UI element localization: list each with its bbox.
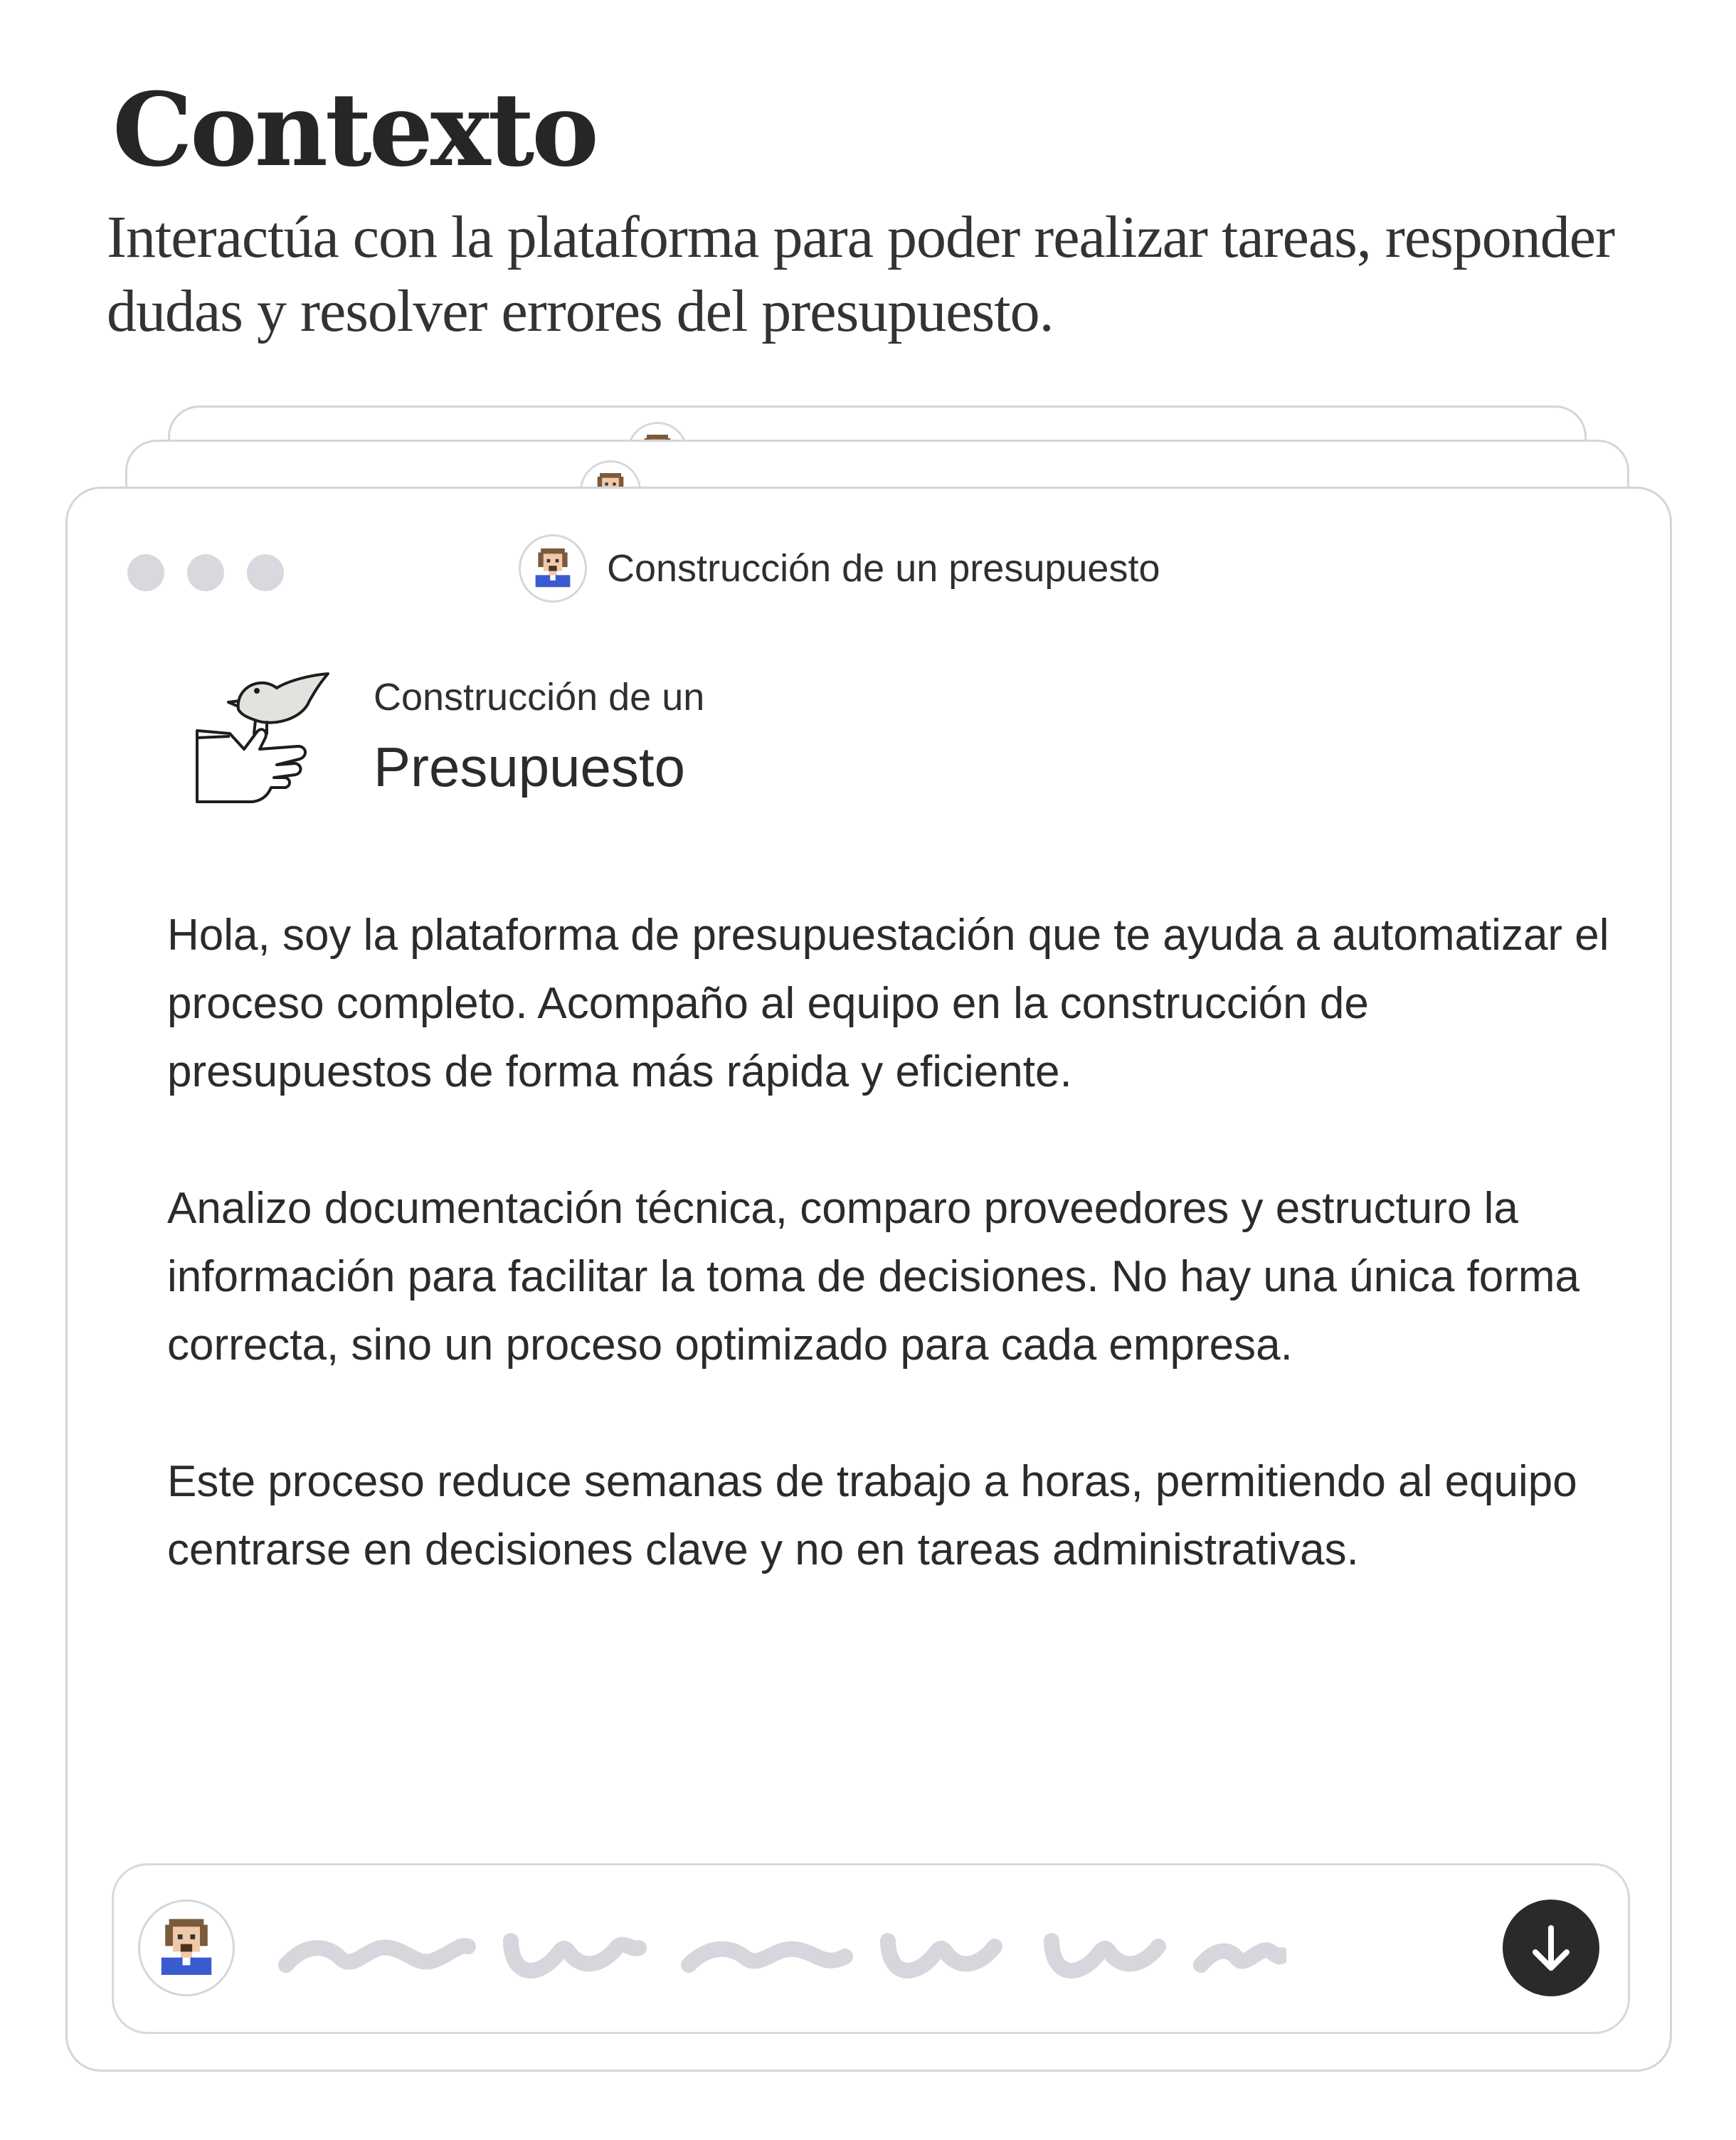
brand-name: Presupuesto [374, 736, 685, 798]
person-avatar-icon [519, 534, 587, 603]
message-paragraph: Hola, soy la plataforma de presupuestación que te ayuda a automatizar el proceso completo. Acompaño al equipo en la construcción de presupuestos de forma más rápida y eficiente. [167, 911, 1609, 1096]
page-title: Contexto [112, 71, 596, 189]
window-dot-icon[interactable] [127, 554, 164, 591]
chat-input[interactable] [112, 1863, 1630, 2034]
chat-window [65, 487, 1672, 2072]
send-button[interactable] [1503, 1900, 1599, 1996]
window-controls [127, 554, 284, 591]
window-header [519, 534, 1160, 603]
message-paragraph: Este proceso reduce semanas de trabajo a horas, permitiendo al equipo centrarse en decisiones clave y no en tareas administrativas. [167, 1457, 1577, 1574]
brand-block [189, 660, 704, 809]
page-subtitle: Interactúa con la plataforma para poder realizar tareas, responder dudas y resolver errores del presupuesto. [107, 204, 1615, 344]
brand-text [374, 672, 704, 806]
arrow-down-icon [1503, 1900, 1599, 1996]
window-dot-icon[interactable] [247, 554, 284, 591]
brand-kicker: Construcción de un [374, 676, 705, 719]
assistant-message [167, 901, 1619, 1653]
hand-with-bird-icon [189, 660, 339, 809]
person-avatar-icon [138, 1900, 235, 1996]
window-title: Construcción de un presupuesto [607, 547, 1160, 590]
message-paragraph: Analizo documentación técnica, comparo proveedores y estructuro la información para facilitar la toma de decisiones. No hay una única forma correcta, sino un proceso optimizado para cada empresa. [167, 1184, 1580, 1370]
placeholder-scribble-icon [276, 1915, 1286, 1986]
window-dot-icon[interactable] [187, 554, 224, 591]
